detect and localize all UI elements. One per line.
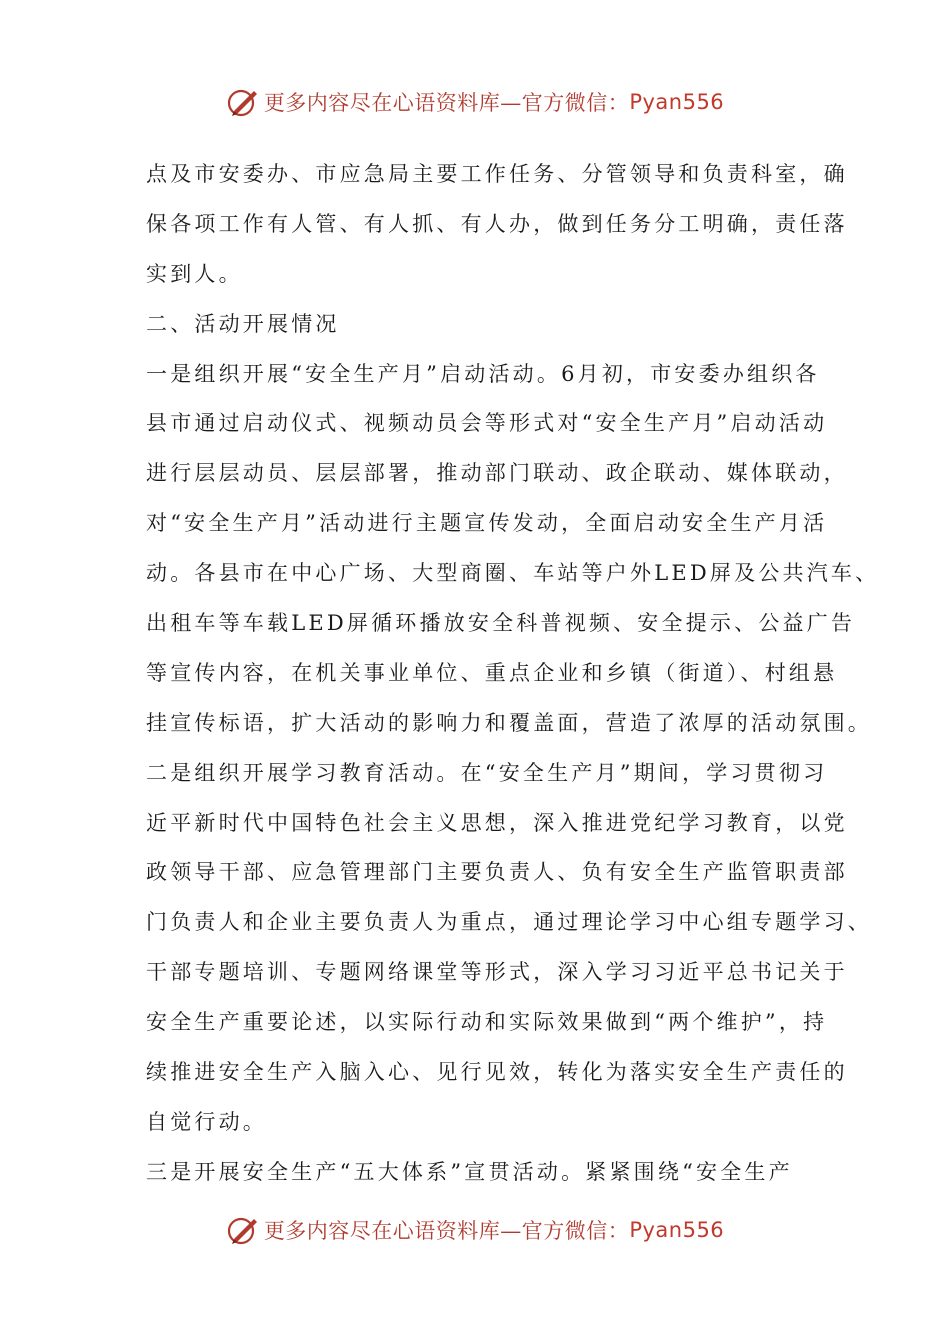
text-line: 实到人。 bbox=[146, 261, 243, 286]
footer-banner bbox=[0, 1210, 950, 1250]
text-line: 自觉行动。 bbox=[146, 1109, 267, 1134]
text-line: 政领导干部、应急管理部门主要负责人、负有安全生产监管职责部 bbox=[146, 860, 848, 885]
text-line: 等宣传内容，在机关事业单位、重点企业和乡镇（街道）、村组悬 bbox=[146, 660, 838, 685]
text-line: 保各项工作有人管、有人抓、有人办，做到任务分工明确，责任落 bbox=[146, 211, 848, 236]
text-line: 挂宣传标语，扩大活动的影响力和覆盖面，营造了浓厚的活动氛围。 bbox=[146, 710, 872, 735]
footer-wechat-id: Pyan556 bbox=[629, 1218, 725, 1242]
text-line: 安全生产重要论述，以实际行动和实际效果做到“两个维护”，持 bbox=[146, 1010, 828, 1035]
text-line: 三是开展安全生产“五大体系”宣贯活动。紧紧围绕“安全生产 bbox=[146, 1159, 793, 1184]
text-line: 县市通过启动仪式、视频动员会等形式对“安全生产月”启动活动 bbox=[146, 411, 828, 436]
header-banner-text: 更多内容尽在心语资料库—官方微信： bbox=[263, 91, 630, 115]
text-line: 动。各县市在中心广场、大型商圈、车站等户外LED屏及公共汽车、 bbox=[146, 561, 880, 586]
header-wechat-id: Pyan556 bbox=[629, 90, 725, 114]
text-line: 进行层层动员、层层部署，推动部门联动、政企联动、媒体联动， bbox=[146, 461, 848, 486]
document-body bbox=[146, 150, 880, 1198]
text-line: 干部专题培训、专题网络课堂等形式，深入学习习近平总书记关于 bbox=[146, 960, 848, 985]
text-line: 门负责人和企业主要负责人为重点，通过理论学习中心组专题学习、 bbox=[146, 910, 872, 935]
section-heading: 二、活动开展情况 bbox=[146, 311, 340, 336]
header-banner bbox=[0, 82, 950, 122]
text-line: 二是组织开展学习教育活动。在“安全生产月”期间，学习贯彻习 bbox=[146, 760, 828, 785]
text-line: 续推进安全生产入脑入心、见行见效，转化为落实安全生产责任的 bbox=[146, 1060, 848, 1085]
text-line: 一是组织开展“安全生产月”启动活动。6月初，市安委办组织各 bbox=[146, 361, 820, 386]
text-line: 近平新时代中国特色社会主义思想，深入推进党纪学习教育，以党 bbox=[146, 810, 848, 835]
text-line: 点及市安委办、市应急局主要工作任务、分管领导和负责科室，确 bbox=[146, 162, 848, 186]
footer-banner-text: 更多内容尽在心语资料库—官方微信： bbox=[263, 1219, 630, 1243]
pen-logo-icon bbox=[226, 85, 260, 119]
pen-logo-icon bbox=[226, 1213, 260, 1247]
text-line: 出租车等车载LED屏循环播放安全科普视频、安全提示、公益广告 bbox=[146, 611, 856, 636]
text-line: 对“安全生产月”活动进行主题宣传发动，全面启动安全生产月活 bbox=[146, 511, 828, 536]
